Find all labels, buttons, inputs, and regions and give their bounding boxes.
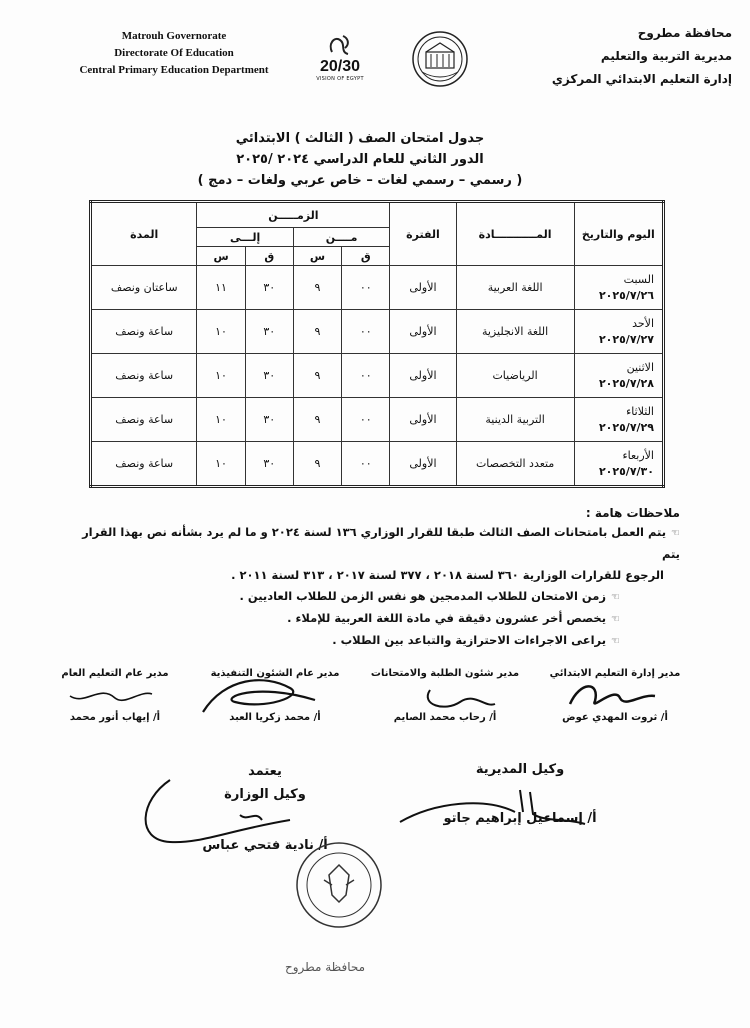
col-header-subject: المـــــــــــادة xyxy=(456,202,574,266)
note-text: يخصص أخر عشرون دقيقة في مادة اللغة العربية للإملاء . xyxy=(287,611,607,625)
exam-date: ٢٠٢٥/٧/٢٦ xyxy=(598,288,654,302)
col-header-to-min: ق xyxy=(245,247,293,266)
pointing-hand-icon: ☜ xyxy=(611,614,620,625)
signature-role-primary-director: مدير إدارة التعليم الابتدائي xyxy=(549,668,681,679)
vision-caption: VISION OF EGYPT xyxy=(316,76,364,82)
day-name: الثلاثاء xyxy=(626,404,654,418)
title-line-2: الدور الثاني للعام الدراسي ٢٠٢٤ /٢٠٢٥ xyxy=(236,152,484,167)
header-english xyxy=(74,28,274,79)
table-row xyxy=(91,266,664,310)
ministry-deputy-name: أ/ نادية فتحي عباس xyxy=(202,838,328,853)
table-row xyxy=(91,310,664,354)
header-arabic xyxy=(512,22,732,91)
signature-name-general-education: أ/ إيهاب أنور محمد xyxy=(69,712,161,723)
signature-role-general-education: مدير عام التعليم العام xyxy=(61,668,169,679)
day-date-cell xyxy=(574,442,663,487)
signature-role-executive-affairs: مدير عام الشئون التنفيذية xyxy=(210,668,340,679)
col-header-to: إلـــى xyxy=(197,228,293,247)
note-item xyxy=(70,608,680,630)
from-hour-cell: ٩ xyxy=(293,398,341,442)
day-date-cell xyxy=(574,266,663,310)
period-cell: الأولى xyxy=(390,442,456,487)
col-header-period: الفترة xyxy=(390,202,456,266)
note-item xyxy=(70,630,680,652)
pointing-hand-icon: ☜ xyxy=(611,592,620,603)
to-hour-cell: ١١ xyxy=(197,266,245,310)
day-name: الاثنين xyxy=(626,360,654,374)
from-hour-cell: ٩ xyxy=(293,442,341,487)
to-min-cell: ٣٠ xyxy=(245,398,293,442)
pointing-hand-icon: ☜ xyxy=(671,528,680,539)
from-min-cell: ٠٠ xyxy=(342,310,390,354)
note-text: يتم العمل بامتحانات الصف الثالث طبقا للقرار الوزاري ١٣٦ لسنة ٢٠٢٤ و ما لم يرد بشأنه نص بهذا القرار يتم xyxy=(82,525,680,561)
subject-cell: الرياضيات xyxy=(456,354,574,398)
ministry-deputy-label: وكيل الوزارة xyxy=(224,787,306,802)
duration-cell: ساعة ونصف xyxy=(91,442,197,487)
day-date-cell xyxy=(574,354,663,398)
official-stamp-icon xyxy=(294,840,384,930)
header-en-line-2: Directorate Of Education xyxy=(114,47,234,59)
day-date-cell xyxy=(574,398,663,442)
table-row xyxy=(91,398,664,442)
from-hour-cell: ٩ xyxy=(293,266,341,310)
col-header-time: الزمـــــن xyxy=(197,202,390,228)
deputy-label: وكيل المديرية xyxy=(475,762,565,777)
from-min-cell: ٠٠ xyxy=(342,266,390,310)
vision-2030-logo xyxy=(310,30,370,92)
vision-number: 20/30 xyxy=(319,58,361,75)
period-cell: الأولى xyxy=(390,266,456,310)
note-item-continuation xyxy=(70,565,680,586)
col-header-to-hour: س xyxy=(197,247,245,266)
title-line-1: جدول امتحان الصف ( الثالث ) الابتدائي xyxy=(235,131,485,146)
day-name: الأربعاء xyxy=(622,448,654,462)
header-ar-line-1: محافظة مطروح xyxy=(637,26,732,40)
signature-role-student-affairs: مدير شئون الطلبة والامتحانات xyxy=(370,668,520,679)
stamp-caption: محافظة مطروح xyxy=(285,960,366,974)
notes-title: ملاحظات هامة : xyxy=(585,506,680,520)
period-cell: الأولى xyxy=(390,354,456,398)
approve-word: يعتمد xyxy=(248,764,282,779)
from-min-cell: ٠٠ xyxy=(342,442,390,487)
to-hour-cell: ١٠ xyxy=(197,310,245,354)
subject-cell: اللغة الانجليزية xyxy=(456,310,574,354)
to-min-cell: ٣٠ xyxy=(245,266,293,310)
schedule-title xyxy=(160,128,560,191)
deputy-name: أ/ إسماعيل إبراهيم جاتو xyxy=(443,811,597,826)
exam-date: ٢٠٢٥/٧/٣٠ xyxy=(598,464,654,478)
period-cell: الأولى xyxy=(390,398,456,442)
title-line-3: ( رسمي – رسمي لغات – خاص عربي ولغات – دمج ) xyxy=(197,173,523,188)
vision-emblem-icon xyxy=(310,30,370,92)
duration-cell: ساعتان ونصف xyxy=(91,266,197,310)
duration-cell: ساعة ونصف xyxy=(91,398,197,442)
table-row xyxy=(91,442,664,487)
day-date-cell xyxy=(574,310,663,354)
col-header-duration: المدة xyxy=(91,202,197,266)
signature-name-primary-director: أ/ ثروت المهدي عوض xyxy=(562,712,668,723)
pointing-hand-icon: ☜ xyxy=(611,636,620,647)
from-min-cell: ٠٠ xyxy=(342,354,390,398)
note-text: زمن الامتحان للطلاب المدمجين هو نفس الزمن للطلاب العاديين . xyxy=(239,589,607,603)
exam-date: ٢٠٢٥/٧/٢٩ xyxy=(598,420,654,434)
day-name: السبت xyxy=(623,272,654,286)
col-header-day-date: اليوم والتاريخ xyxy=(574,202,663,266)
col-header-from-hour: س xyxy=(293,247,341,266)
note-text: يراعى الاجراءات الاحترازية والتباعد بين الطلاب . xyxy=(332,633,607,647)
from-min-cell: ٠٠ xyxy=(342,398,390,442)
day-name: الأحد xyxy=(632,316,654,330)
from-hour-cell: ٩ xyxy=(293,310,341,354)
exam-schedule-table xyxy=(89,200,665,488)
ministry-seal-icon xyxy=(410,30,470,88)
to-hour-cell: ١٠ xyxy=(197,354,245,398)
header-ar-line-2: مديرية التربية والتعليم xyxy=(600,49,732,63)
table-row xyxy=(91,354,664,398)
col-header-from: مــــن xyxy=(293,228,389,247)
to-min-cell: ٣٠ xyxy=(245,442,293,487)
duration-cell: ساعة ونصف xyxy=(91,354,197,398)
period-cell: الأولى xyxy=(390,310,456,354)
duration-cell: ساعة ونصف xyxy=(91,310,197,354)
to-min-cell: ٣٠ xyxy=(245,354,293,398)
from-hour-cell: ٩ xyxy=(293,354,341,398)
notes-list xyxy=(70,522,680,652)
deputy-directorate-block xyxy=(420,758,620,830)
header-en-line-1: Matrouh Governorate xyxy=(121,30,227,42)
note-item xyxy=(70,522,680,565)
header-en-line-3: Central Primary Education Department xyxy=(79,64,269,76)
note-item xyxy=(70,586,680,608)
to-min-cell: ٣٠ xyxy=(245,310,293,354)
exam-date: ٢٠٢٥/٧/٢٧ xyxy=(598,332,654,346)
signature-name-executive-affairs: أ/ محمد زكريا العبد xyxy=(229,712,321,723)
note-text: الرجوع للقرارات الوزارية ٣٦٠ لسنة ٢٠١٨ ، ٣٧٧ لسنة ٢٠١٧ ، ٣١٣ لسنة ٢٠١١ . xyxy=(231,568,664,582)
exam-date: ٢٠٢٥/٧/٢٨ xyxy=(598,376,654,390)
subject-cell: اللغة العربية xyxy=(456,266,574,310)
header-ar-line-3: إدارة التعليم الابتدائي المركزي xyxy=(551,72,732,86)
to-hour-cell: ١٠ xyxy=(197,398,245,442)
to-hour-cell: ١٠ xyxy=(197,442,245,487)
signature-name-student-affairs: أ/ رحاب محمد الصايم xyxy=(393,712,497,723)
col-header-from-min: ق xyxy=(342,247,390,266)
subject-cell: التربية الدينية xyxy=(456,398,574,442)
subject-cell: متعدد التخصصات xyxy=(456,442,574,487)
